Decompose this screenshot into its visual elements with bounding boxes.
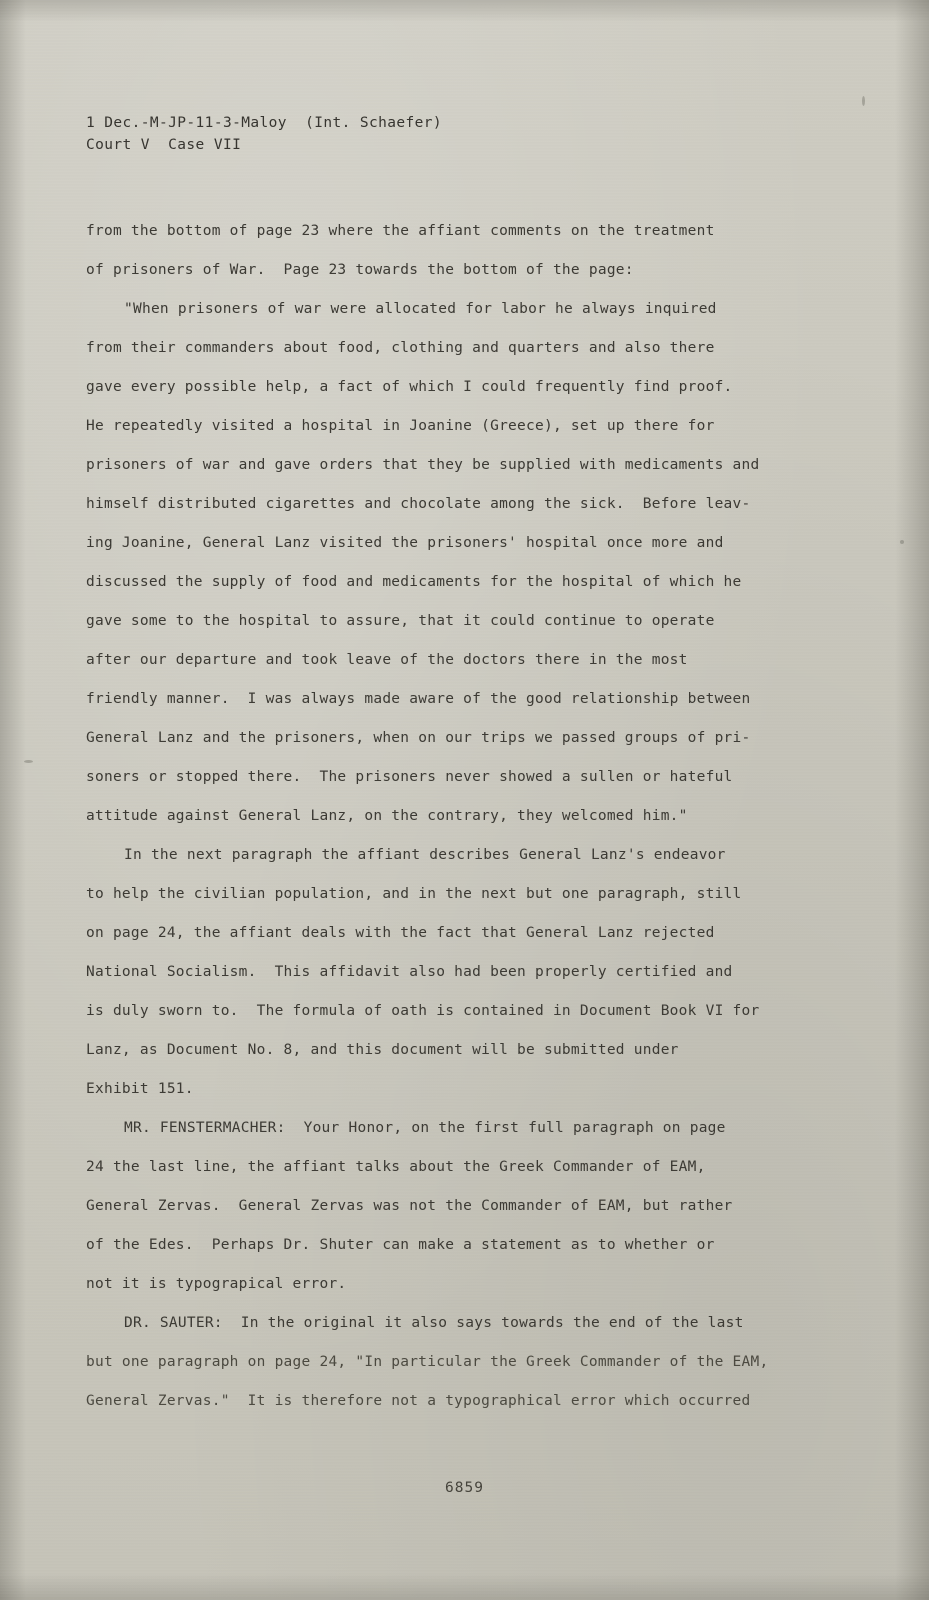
- header-line-1: 1 Dec.-M-JP-11-3-Maloy (Int. Schaefer): [86, 115, 443, 131]
- text-line: He repeatedly visited a hospital in Joanine (Greece), set up there for: [86, 418, 715, 434]
- text-line: from the bottom of page 23 where the affiant comments on the treatment: [86, 223, 715, 239]
- text-line: gave every possible help, a fact of which I could frequently find proof.: [86, 379, 733, 395]
- paragraph: [86, 290, 846, 836]
- text-line: Exhibit 151.: [86, 1081, 194, 1097]
- text-line: of prisoners of War. Page 23 towards the bottom of the page:: [86, 262, 634, 278]
- text-line: General Lanz and the prisoners, when on our trips we passed groups of pri-: [86, 730, 751, 746]
- text-line: from their commanders about food, clothing and quarters and also there: [86, 340, 715, 356]
- document-body: [86, 112, 846, 1421]
- text-line: prisoners of war and gave orders that they be supplied with medicaments and: [86, 457, 760, 473]
- text-line: not it is typograpical error.: [86, 1276, 347, 1292]
- text-line: but one paragraph on page 24, "In particular the Greek Commander of the EAM,: [86, 1354, 769, 1370]
- text-line: 24 the last line, the affiant talks about the Greek Commander of EAM,: [86, 1159, 706, 1175]
- text-line: friendly manner. I was always made aware of the good relationship between: [86, 691, 751, 707]
- paragraph: [86, 1109, 846, 1304]
- text-line: soners or stopped there. The prisoners never showed a sullen or hateful: [86, 769, 733, 785]
- paragraph: [86, 212, 846, 290]
- text-line: gave some to the hospital to assure, that it could continue to operate: [86, 613, 715, 629]
- text-line: on page 24, the affiant deals with the fact that General Lanz rejected: [86, 925, 715, 941]
- text-line: In the next paragraph the affiant describes General Lanz's endeavor: [124, 847, 726, 863]
- text-line: himself distributed cigarettes and chocolate among the sick. Before leav-: [86, 496, 751, 512]
- text-line: ing Joanine, General Lanz visited the prisoners' hospital once more and: [86, 535, 724, 551]
- text-line: National Socialism. This affidavit also had been properly certified and: [86, 964, 733, 980]
- text-line: is duly sworn to. The formula of oath is contained in Document Book VI for: [86, 1003, 760, 1019]
- text-line: after our departure and took leave of the doctors there in the most: [86, 652, 688, 668]
- page-edge-shadow-left: [0, 0, 26, 1600]
- text-line: Lanz, as Document No. 8, and this document will be submitted under: [86, 1042, 679, 1058]
- transcript-text: [86, 212, 846, 1421]
- text-line: General Zervas." It is therefore not a typographical error which occurred: [86, 1393, 751, 1409]
- text-line: General Zervas. General Zervas was not the Commander of EAM, but rather: [86, 1198, 733, 1214]
- text-line: discussed the supply of food and medicaments for the hospital of which he: [86, 574, 742, 590]
- page-edge-shadow-bottom: [0, 1574, 929, 1600]
- paper-speck: [24, 760, 33, 763]
- page-number: 6859: [445, 1480, 484, 1496]
- document-header: [86, 112, 846, 156]
- paragraph: [86, 1304, 846, 1421]
- text-line: DR. SAUTER: In the original it also says towards the end of the last: [124, 1315, 744, 1331]
- text-line: MR. FENSTERMACHER: Your Honor, on the first full paragraph on page: [124, 1120, 726, 1136]
- text-line: attitude against General Lanz, on the contrary, they welcomed him.": [86, 808, 688, 824]
- page-edge-shadow-top: [0, 0, 929, 22]
- paragraph: [86, 836, 846, 1109]
- paper-speck: [900, 540, 904, 544]
- paper-speck: [862, 96, 865, 106]
- header-line-2: Court V Case VII: [86, 137, 242, 153]
- text-line: to help the civilian population, and in the next but one paragraph, still: [86, 886, 742, 902]
- text-line: "When prisoners of war were allocated for labor he always inquired: [124, 301, 717, 317]
- text-line: of the Edes. Perhaps Dr. Shuter can make a statement as to whether or: [86, 1237, 715, 1253]
- page-edge-shadow-right: [895, 0, 929, 1600]
